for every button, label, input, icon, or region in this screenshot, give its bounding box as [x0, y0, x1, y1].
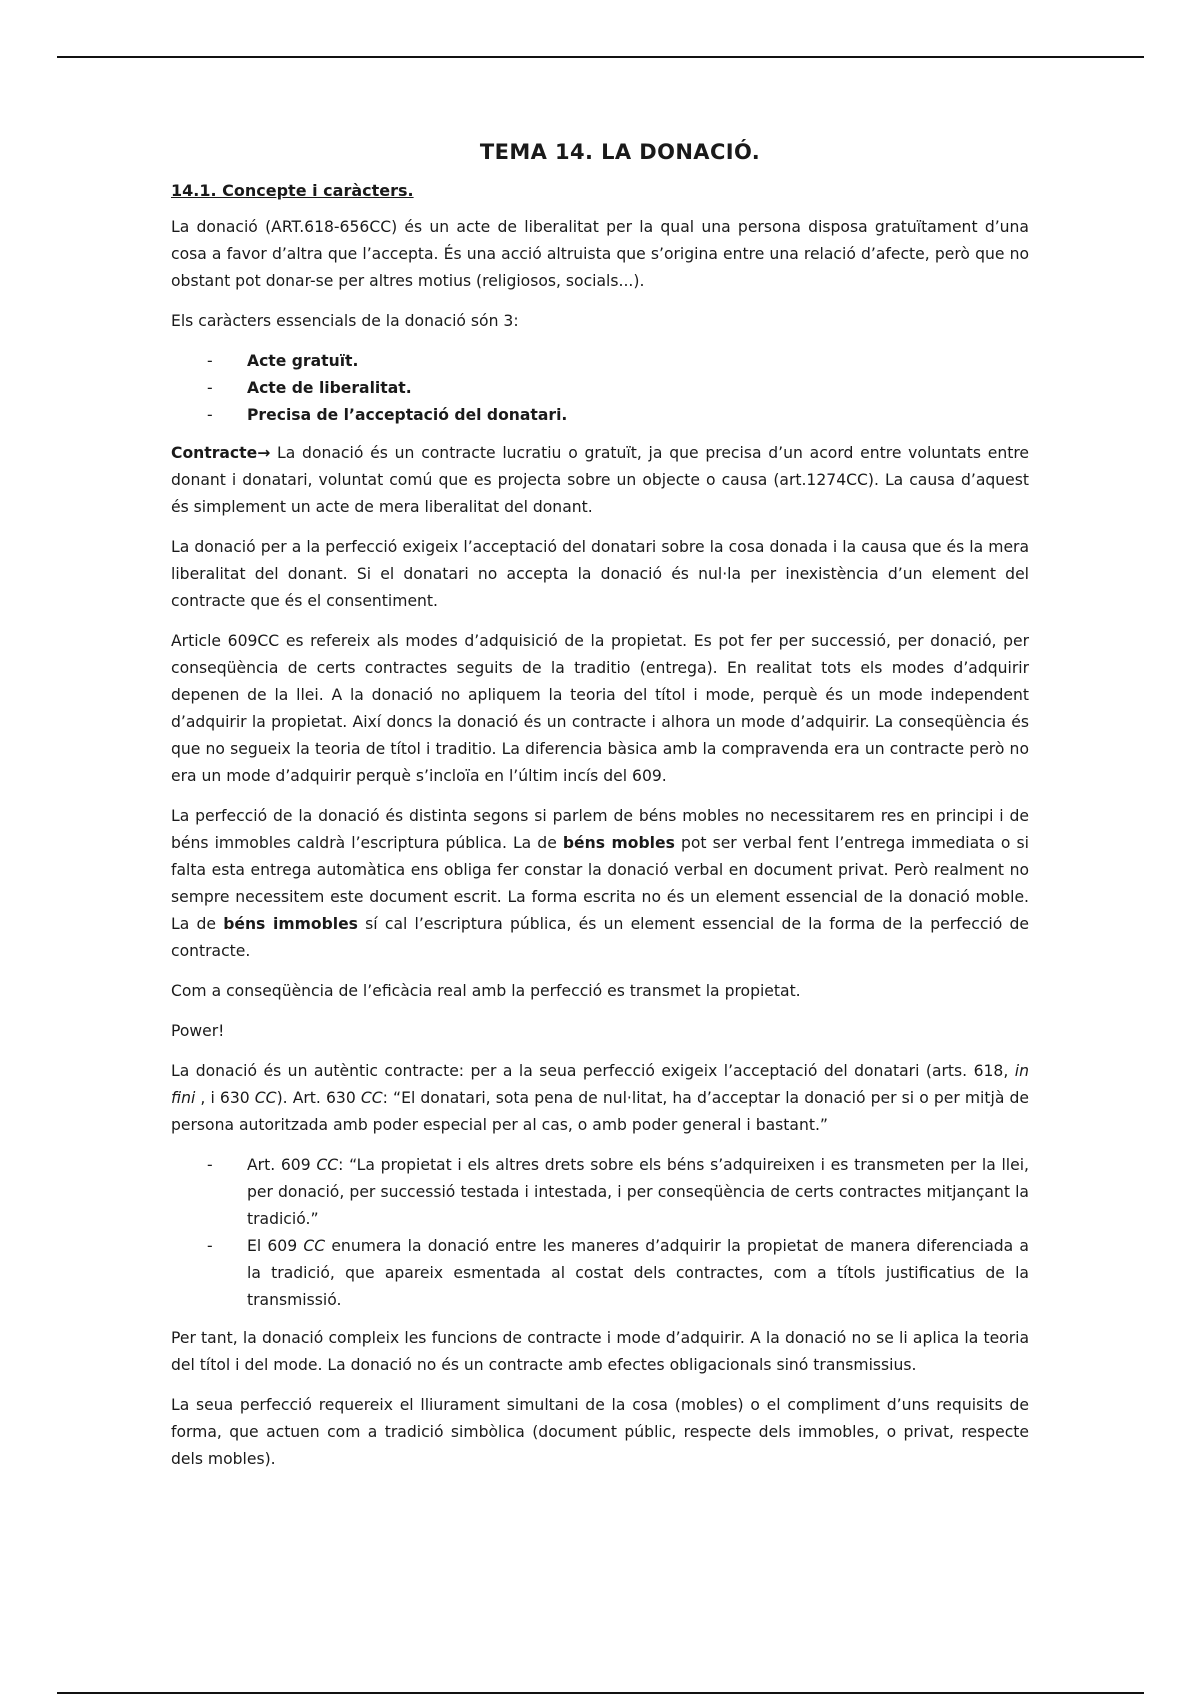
list-dash: - — [207, 1156, 213, 1174]
section-heading: 14.1. Concepte i caràcters. — [171, 181, 414, 200]
list-item: - Precisa de l’acceptació del donatari. — [171, 402, 1029, 429]
document-body — [171, 140, 1029, 1486]
paragraph-contract: Contracte→ La donació és un contracte lucratiu o gratuït, ja que precisa d’un acord entre voluntats entre donant i donatari, voluntat comú que es projecta sobre un objecte o causa (art.1274CC). La causa d’aquest és simplement un acte de mera liberalitat del donant. — [171, 444, 1029, 516]
list-dash: - — [207, 406, 213, 424]
paragraph-perfection: La perfecció de la donació és distinta segons si parlem de béns mobles no necessitarem res en principi i de béns immobles caldrà l’escriptura pública. La de béns mobles pot ser verbal fent l’entrega immediata o si falta esta entrega automàtica ens obliga fer constar la donació verbal en document privat. Però realment no sempre necessitem este document escrit. La forma escrita no és un element essencial de la donació moble. La de béns immobles sí cal l’escriptura pública, és un element essencial de la forma de la perfecció de contracte. — [171, 807, 1029, 960]
paragraph-power: Power! — [171, 1022, 225, 1040]
top-rule — [57, 56, 1144, 58]
list-dash: - — [207, 1237, 213, 1255]
list-item: - Acte de liberalitat. — [171, 375, 1029, 402]
paragraph-requirements: La seua perfecció requereix el lliurament simultani de la cosa (mobles) o el compliment d’uns requisits de forma, que actuen com a tradició simbòlica (document públic, respecte dels immobles, o privat, respecte dels mobles). — [171, 1396, 1029, 1468]
contract-lead: Contracte→ — [171, 444, 271, 462]
list-item: - El 609 CC enumera la donació entre les maneres d’adquirir la propietat de manera diferenciada a la tradició, que apareix esmentada al costat dels contractes, com a títols justificatius de la transmissió. — [171, 1233, 1029, 1314]
list-dash: - — [207, 379, 213, 397]
paragraph-conclusion: Per tant, la donació compleix les funcions de contracte i mode d’adquirir. A la donació no se li aplica la teoria del títol i del mode. La donació no és un contracte amb efectes obligacionals sinó transmissius. — [171, 1329, 1029, 1374]
characters-list — [171, 348, 1029, 429]
paragraph-consequence: Com a conseqüència de l’eficàcia real amb la perfecció es transmet la propietat. — [171, 982, 801, 1000]
paragraph-definition: La donació (ART.618-656CC) és un acte de liberalitat per la qual una persona disposa gratuïtament d’una cosa a favor d’altra que l’accepta. És una acció altruista que s’origina entre una relació d’afecte, però que no obstant pot donar-se per altres motius (religiosos, socials...). — [171, 218, 1029, 290]
article-list — [171, 1152, 1029, 1314]
paragraph-article-609: Article 609CC es refereix als modes d’adquisició de la propietat. Es pot fer per successió, per donació, per conseqüència de certs contractes seguits de la traditio (entrega). En realitat tots els modes d’adquirir depenen de la llei. A la donació no apliquem la teoria del títol i mode, perquè és un mode independent d’adquirir la propietat. Així doncs la donació és un contracte i alhora un mode d’adquirir. La conseqüència és que no segueix la teoria de títol i traditio. La diferencia bàsica amb la compravenda era un contracte però no era un mode d’adquirir perquè s’incloïa en l’últim incís del 609. — [171, 632, 1029, 785]
paragraph-authentic-contract: La donació és un autèntic contracte: per a la seua perfecció exigeix l’acceptació del donatari (arts. 618, in fini , i 630 CC). Art. 630 CC: “El donatari, sota pena de nul·litat, ha d’acceptar la donació per si o per mitjà de persona autoritzada amb poder especial per al cas, o amb poder general i bastant.” — [171, 1062, 1029, 1134]
list-dash: - — [207, 352, 213, 370]
paragraph-acceptance: La donació per a la perfecció exigeix l’acceptació del donatari sobre la cosa donada i la causa que és la mera liberalitat del donant. Si el donatari no accepta la donació és nul·la per inexistència d’un element del contracte que és el consentiment. — [171, 538, 1029, 610]
page-title: TEMA 14. LA DONACIÓ. — [479, 140, 761, 164]
list-item: - Acte gratuït. — [171, 348, 1029, 375]
paragraph-characters-intro: Els caràcters essencials de la donació són 3: — [171, 312, 519, 330]
list-item: - Art. 609 CC: “La propietat i els altres drets sobre els béns s’adquireixen i es transmeten per la llei, per donació, per successió testada i intestada, i per conseqüència de certs contractes mitjançant la tradició.” — [171, 1152, 1029, 1233]
bottom-rule — [57, 1692, 1144, 1694]
